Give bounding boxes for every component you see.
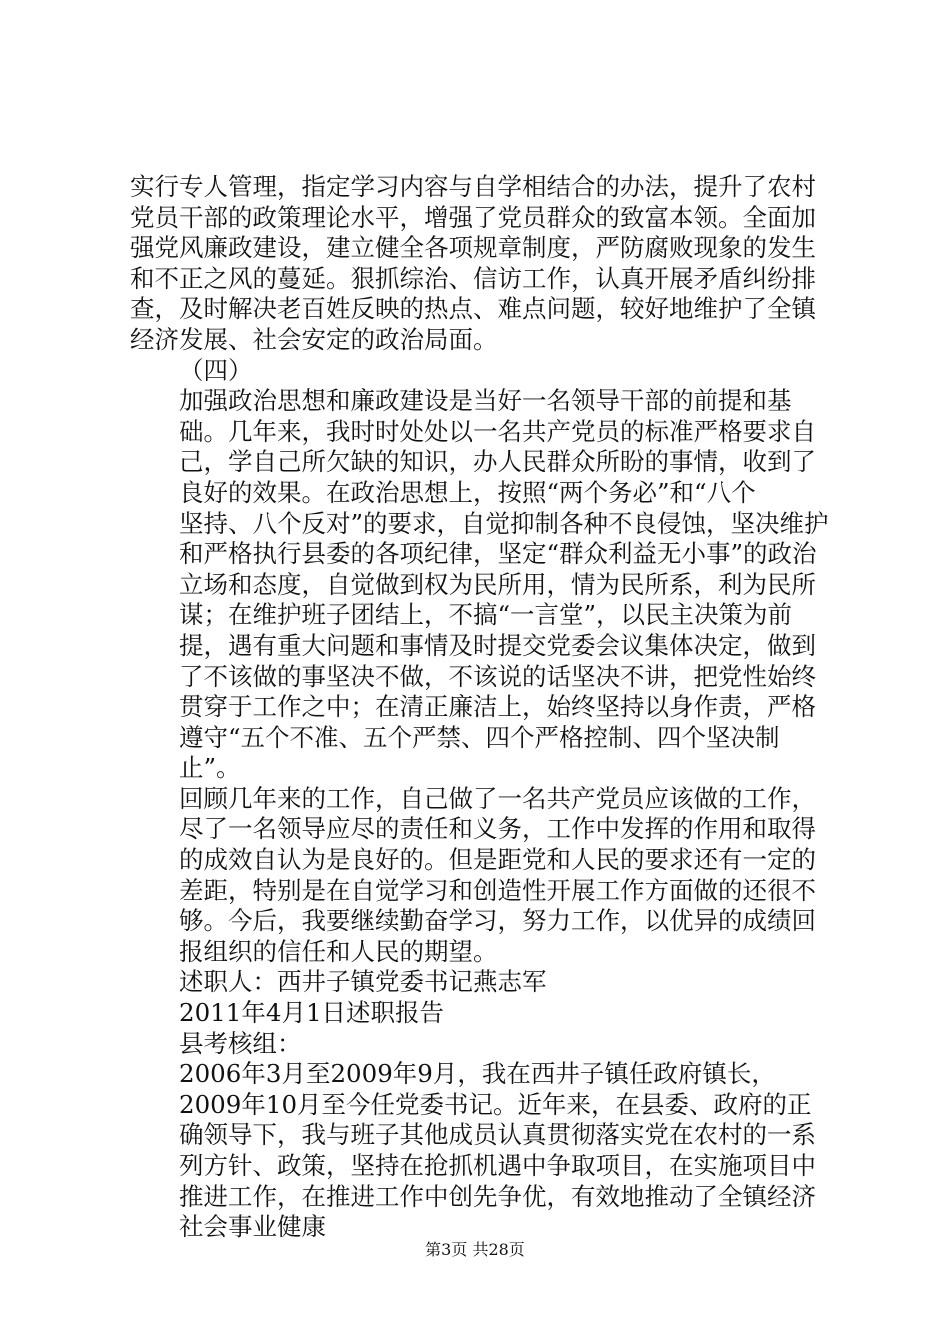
document-body bbox=[130, 172, 835, 1243]
paragraph-2: 加强政治思想和廉政建设是当好一名领导干部的前提和基础。几年来，我时时处处以一名共产党员的标准严格要求自己，学自己所欠缺的知识，办人民群众所盼的事情，收到了良好的效果。在政治思想上，按照“两个务必”和“八个 bbox=[179, 386, 816, 507]
paragraph-4: 回顾几年来的工作，自己做了一名共产党员应该做的工作，尽了一名领导应尽的责任和义务，工作中发挥的作用和取得的成效自认为是良好的。但是距党和人民的要求还有一定的差距，特别是在自觉学习和创造性开展工作方面做的还很不够。今后，我要继续勤奋学习，努力工作，以优异的成绩回报组织的信任和人民的期望。 bbox=[179, 783, 816, 966]
page-number-footer: 第3页 共28页 bbox=[425, 1240, 525, 1259]
paragraph-5: 2006年3月至2009年9月，我在西井子镇任政府镇长，2009年10月至今任党委书记。近年来，在县委、政府的正确领导下，我与班子其他成员认真贯彻落实党在农村的一系列方针、政策，坚持在抢抓机遇中争取项目，在实施项目中推进工作，在推进工作中创先争优，有效地推动了全镇经济社会事业健康 bbox=[179, 1059, 816, 1242]
paragraph-3: 坚持、八个反对”的要求，自觉抑制各种不良侵蚀，坚决维护和严格执行县委的各项纪律，坚定“群众利益无小事”的政治立场和态度，自觉做到权为民所用，情为民所系，利为民所谋；在维护班子团结上，不搞“一言堂”，以民主决策为前提，遇有重大问题和事情及时提交党委会议集体决定，做到了不该做的事坚决不做，不该说的话坚决不讲，把党性始终贯穿于工作之中；在清正廉洁上，始终坚持以身作责，严格遵守“五个不准、五个严禁、四个严格控制、四个坚决制止”。 bbox=[179, 508, 829, 783]
date-line: 2011年4月1日述职报告 bbox=[179, 998, 445, 1028]
signature-line: 述职人：西井子镇党委书记燕志军 bbox=[179, 967, 547, 997]
salutation: 县考核组： bbox=[179, 1028, 302, 1058]
section-heading-four: （四） bbox=[179, 355, 253, 385]
paragraph-1: 实行专人管理，指定学习内容与自学相结合的办法，提升了农村党员干部的政策理论水平，增强了党员群众的致富本领。全面加强党风廉政建设，建立健全各项规章制度，严防腐败现象的发生和不正之风的蔓延。狠抓综治、信访工作，认真开展矛盾纠纷排查，及时解决老百姓反映的热点、难点问题，较好地维护了全镇经济发展、社会安定的政治局面。 bbox=[130, 172, 816, 354]
